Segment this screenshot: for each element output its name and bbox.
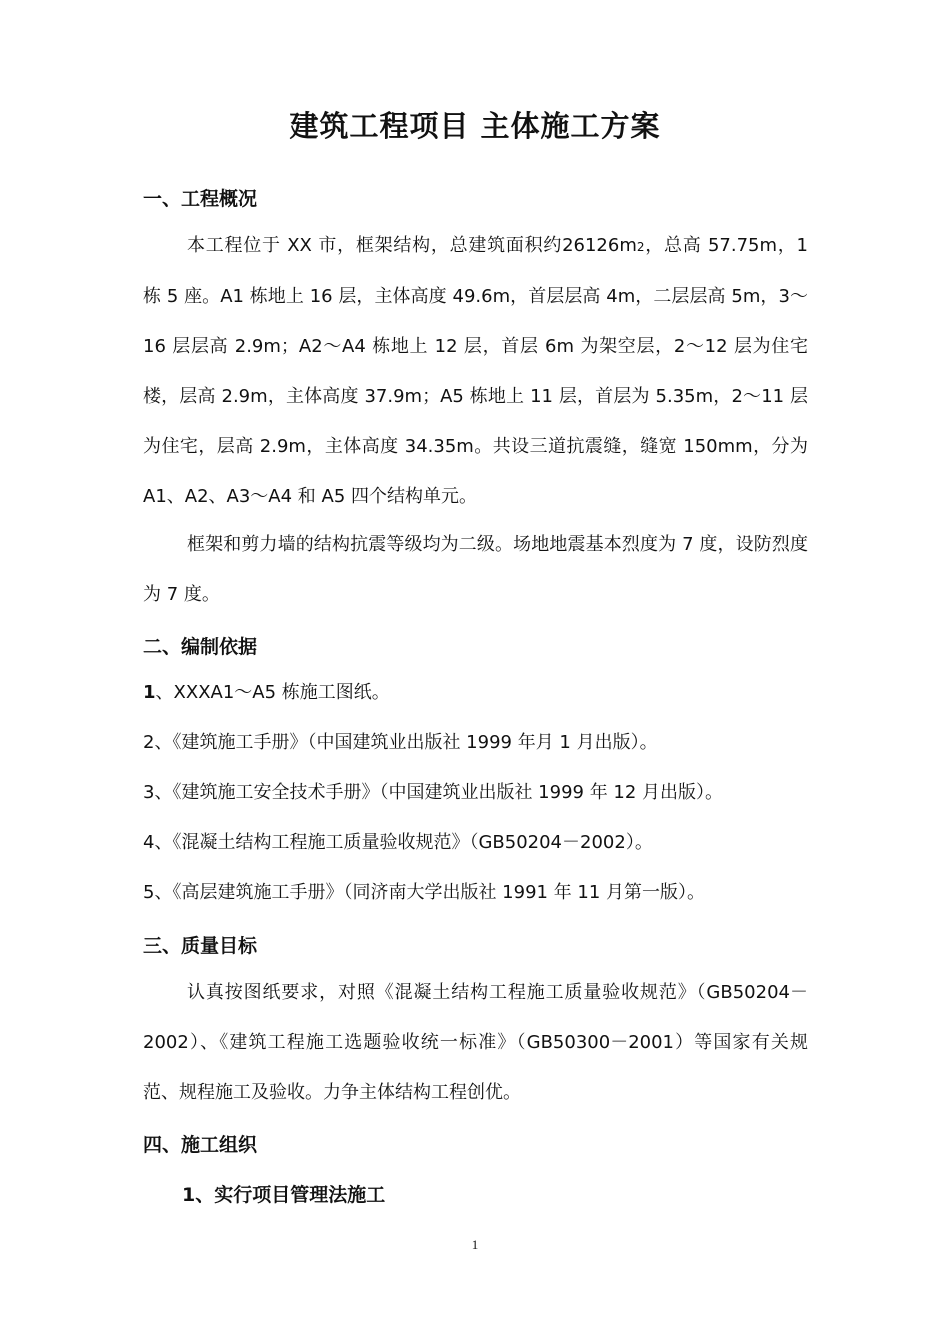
basis-item-3: 3、《建筑施工安全技术手册》（中国建筑业出版社 1999 年 12 月出版）。 [143,782,724,803]
basis-item-1-text: 、XXXA1～A5 栋施工图纸。 [155,682,390,703]
basis-item-1 [143,679,808,707]
area-unit-subscript: 2 [636,240,645,254]
section-heading-quality: 三、质量目标 [143,935,258,957]
subsection-heading-project-management: 1、实行项目管理法施工 [182,1184,386,1206]
basis-item-1-number: 1 [143,682,156,703]
document-title: 建筑工程项目 主体施工方案 [289,109,661,143]
overview-text-part-2: ，总高 57.75m，1 栋 5 座。A1 栋地上 16 层，主体高度 49.6m，首层层高 4m，二层层高 5m，3～16 层层高 2.9m；A2～A4 栋地上 12 层，首层 6m 为架空层，2～12 层为住宅楼，层高 2.9m，主体高度 37.9m；A5 栋地上 11 层，首层为 5.35m，2～11 层为住宅，层高 2.9m，主体高度 34.35m。共设三道抗震缝，缝宽 150mm，分为 A1、A2、A3～A4 和 A5 四个结构单元。 [143,235,808,507]
basis-item-2: 2、《建筑施工手册》（中国建筑业出版社 1999 年月 1 月出版）。 [143,732,658,753]
section-heading-basis: 二、编制依据 [143,636,258,658]
quality-paragraph: 认真按图纸要求，对照《混凝土结构工程施工质量验收规范》（GB50204－2002）、《建筑工程施工选题验收统一标准》（GB50300－2001）等国家有关规范、规程施工及验收。力争主体结构工程创优。 [143,982,808,1103]
page-number: 1 [471,1237,479,1252]
section-heading-organization: 四、施工组织 [143,1134,258,1156]
overview-paragraph-1 [143,221,808,522]
section-heading-overview: 一、工程概况 [143,188,258,210]
basis-item-4: 4、《混凝土结构工程施工质量验收规范》（GB50204－2002）。 [143,832,653,853]
overview-paragraph-2: 框架和剪力墙的结构抗震等级均为二级。场地地震基本烈度为 7 度，设防烈度为 7 度。 [143,534,808,605]
overview-text-part-1: 本工程位于 XX 市，框架结构，总建筑面积约26126m [187,235,637,256]
basis-item-5: 5、《高层建筑施工手册》（同济南大学出版社 1991 年 11 月第一版）。 [143,882,706,903]
